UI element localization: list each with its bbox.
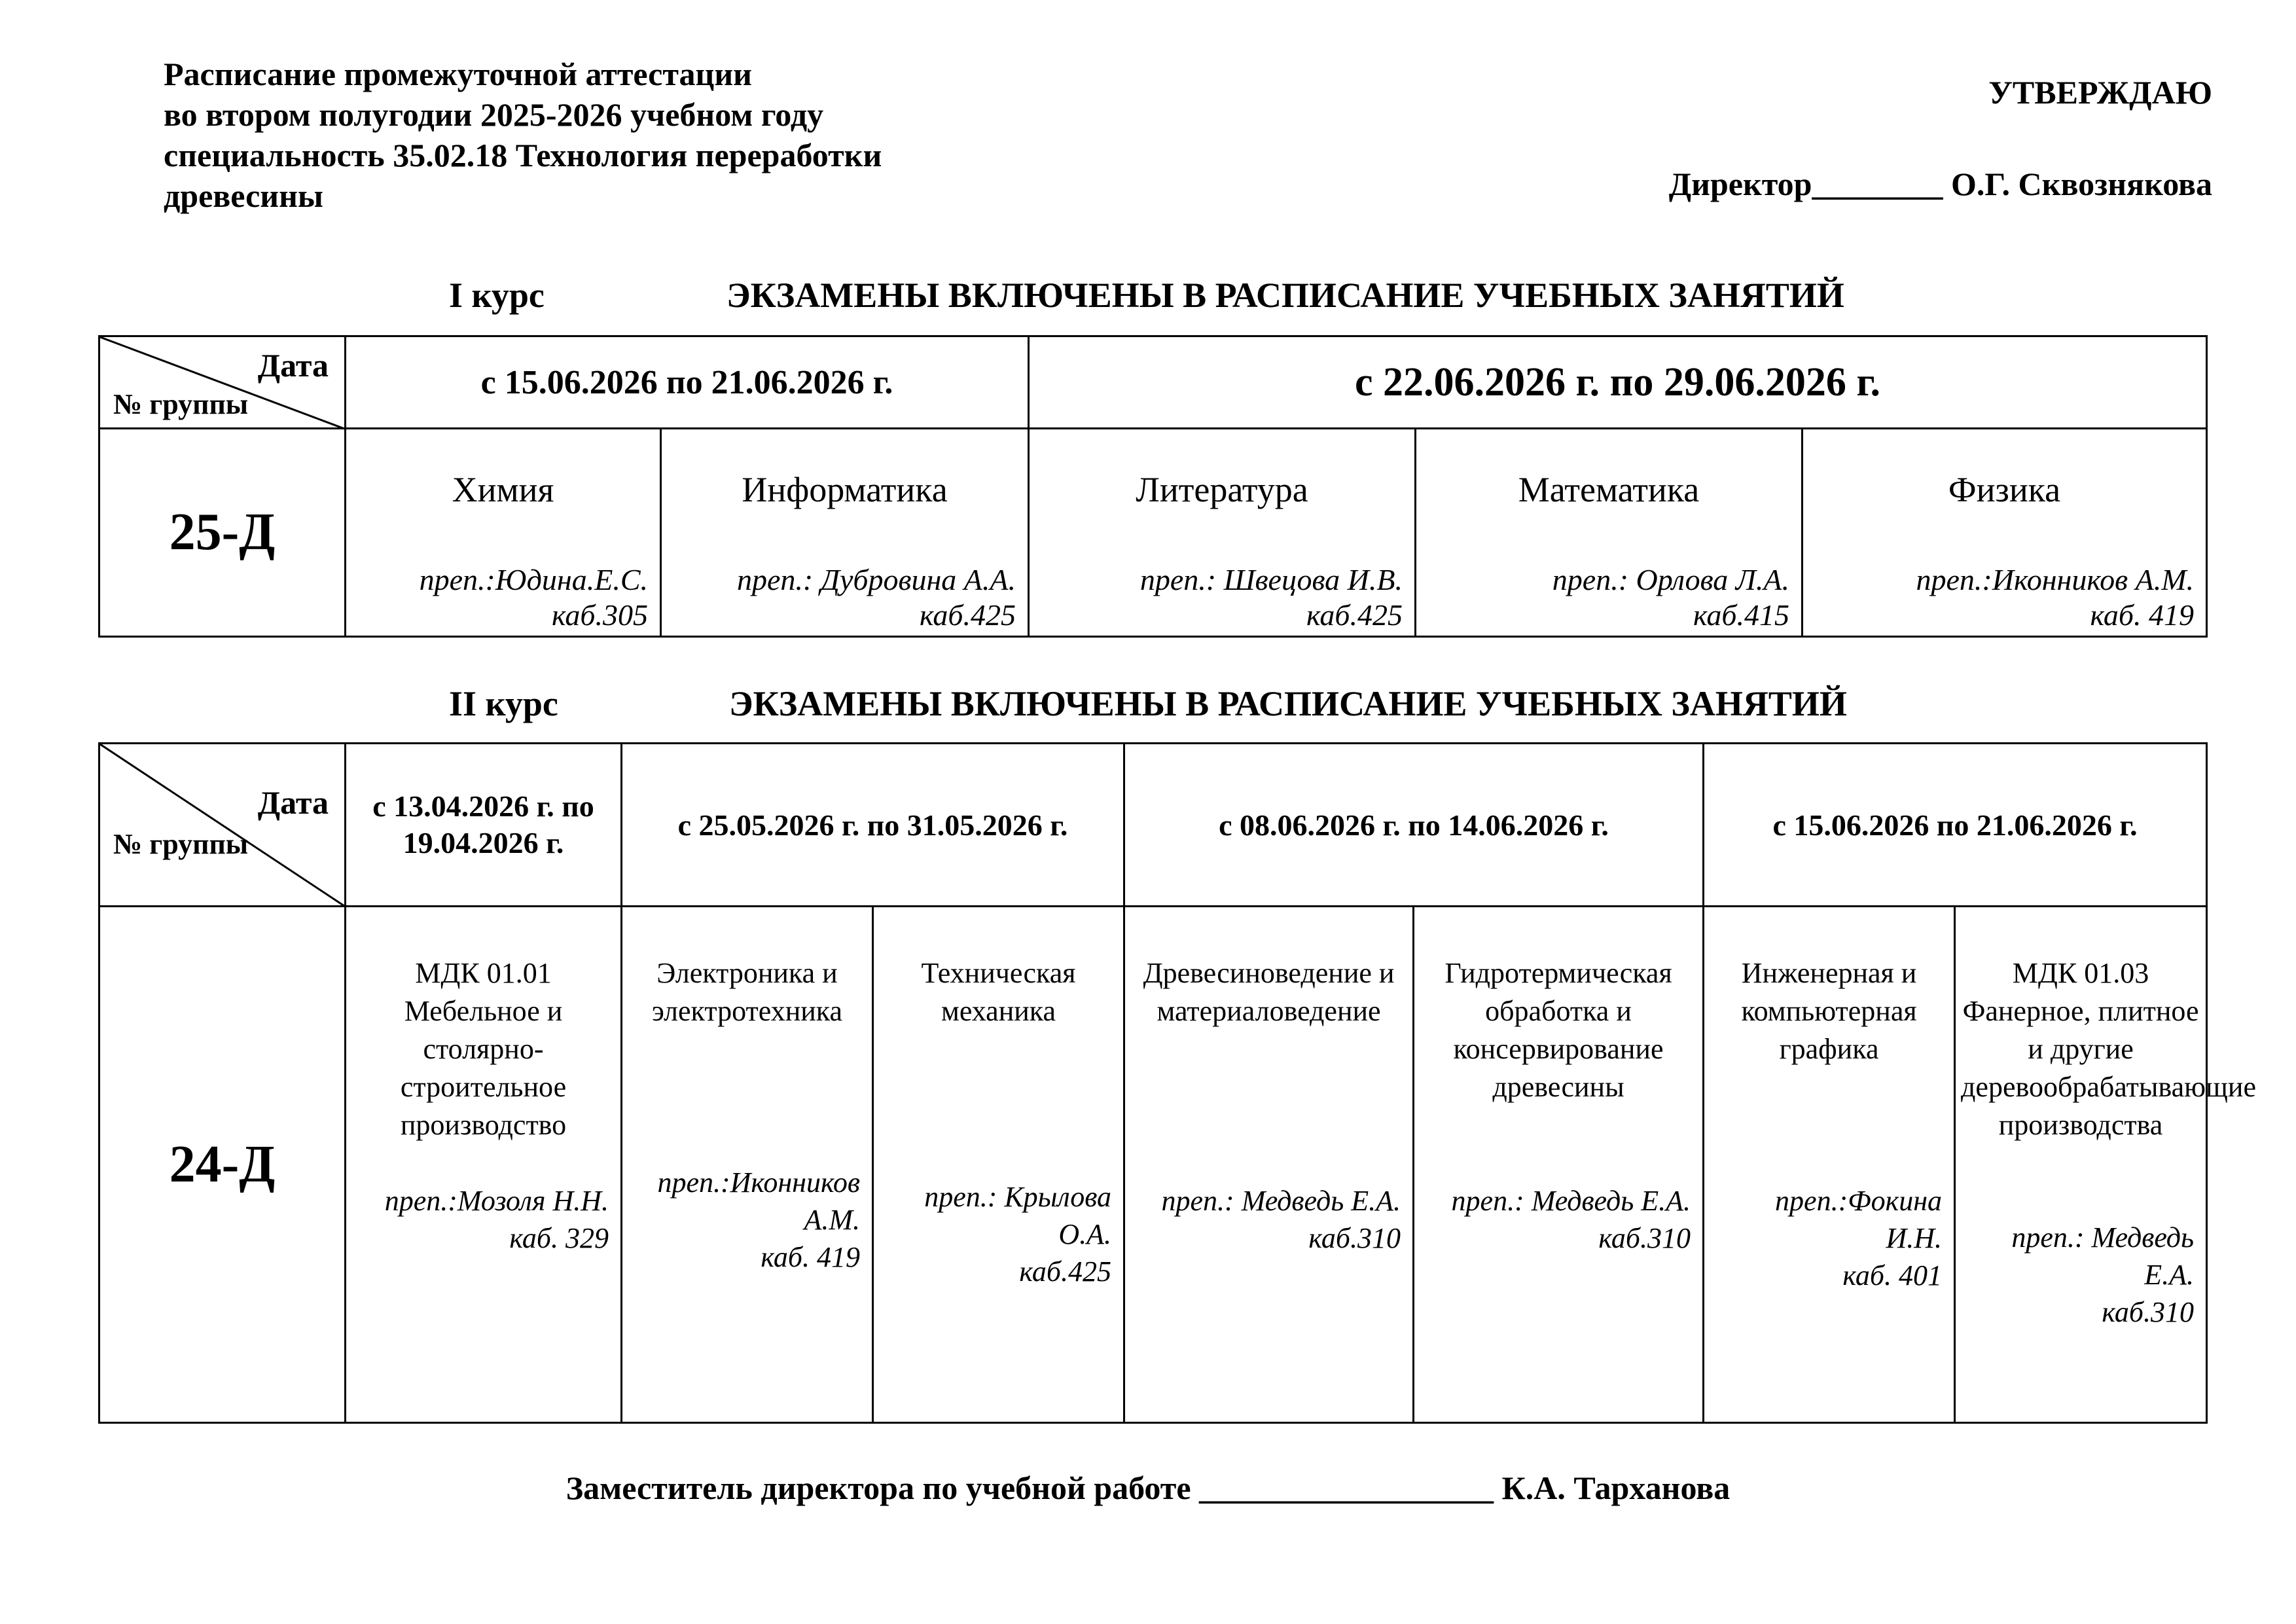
table-header-row (99, 744, 2207, 907)
corner-group-label: № группы (113, 388, 249, 420)
teacher-name: преп.: Дубровина А.А. (736, 563, 1016, 596)
room-number: каб.415 (1693, 598, 1790, 632)
room-number: каб. 329 (509, 1222, 609, 1254)
subject-name: МДК 01.03 Фанерное, плитное и другие деревообрабатывающие производства (1961, 957, 2256, 1141)
room-number: каб.310 (1308, 1222, 1401, 1254)
subject-name: Электроника и электротехника (651, 957, 843, 1027)
subject-cell (1416, 429, 1803, 637)
table-header-row (99, 336, 2207, 429)
corner-date-label: Дата (257, 347, 329, 384)
subject-name: Литература (1136, 470, 1308, 509)
period-cell: с 15.06.2026 по 21.06.2026 г. (346, 336, 1029, 429)
period-cell: с 22.06.2026 г. по 29.06.2026 г. (1029, 336, 2207, 429)
teacher-name: преп.:Иконников А.М. (657, 1166, 860, 1236)
room-number: каб.310 (2102, 1296, 2195, 1328)
room-number: каб.305 (551, 598, 648, 632)
course1-schedule-table (98, 335, 2208, 638)
course1-label: I курс (449, 276, 545, 315)
subject-info (1140, 562, 1403, 633)
course1-exam-note: ЭКЗАМЕНЫ ВКЛЮЧЕНЫ В РАСПИСАНИЕ УЧЕБНЫХ ЗАНЯТИЙ (726, 276, 1844, 315)
subject-cell (1704, 907, 1955, 1423)
period-cell: с 13.04.2026 г. по 19.04.2026 г. (346, 744, 622, 907)
subject-name: Информатика (742, 470, 948, 509)
subject-cell (661, 429, 1029, 637)
subject-info (1136, 1182, 1401, 1257)
subject-info (882, 1178, 1111, 1290)
corner-cell (99, 744, 346, 907)
room-number: каб.425 (920, 598, 1016, 632)
period-cell: с 25.05.2026 г. по 31.05.2026 г. (622, 744, 1124, 907)
room-number: каб.310 (1598, 1222, 1691, 1254)
subject-name: Техническая механика (921, 957, 1076, 1027)
course2-label: II курс (449, 684, 558, 723)
subject-cell (1029, 429, 1416, 637)
subject-cell (1803, 429, 2207, 637)
teacher-name: преп.:Юдина.Е.С. (419, 563, 648, 596)
approval-stamp: УТВЕРЖДАЮ (1988, 74, 2212, 111)
group-number: 25-Д (99, 429, 346, 637)
title-line: во втором полугодии 2025-2026 учебном году (164, 96, 824, 133)
subject-name: Инженерная и компьютерная графика (1741, 957, 1917, 1065)
subject-name: Гидротермическая обработка и консервирование древесины (1444, 957, 1672, 1103)
subject-info (630, 1164, 860, 1276)
room-number: каб. 419 (2090, 598, 2195, 632)
teacher-name: преп.: Крылова О.А. (924, 1181, 1112, 1250)
teacher-name: преп.: Медведь Е.А. (1161, 1185, 1401, 1217)
corner-cell (99, 336, 346, 429)
period-cell: с 08.06.2026 г. по 14.06.2026 г. (1124, 744, 1704, 907)
subject-name: МДК 01.01 Мебельное и столярно-строительное производство (400, 957, 567, 1141)
period-cell: с 15.06.2026 по 21.06.2026 г. (1704, 744, 2207, 907)
subject-info (1713, 1182, 1943, 1294)
subject-cell (1955, 907, 2256, 1423)
subject-name: Физика (1948, 470, 2061, 509)
subject-cell (1414, 907, 1704, 1423)
course2-schedule-table (98, 742, 2256, 1424)
subject-info (1426, 1182, 1691, 1257)
title-line: Расписание промежуточной аттестации (164, 56, 752, 92)
subject-info (420, 562, 648, 633)
room-number: каб.425 (1019, 1255, 1112, 1288)
deputy-director-signature: Заместитель директора по учебной работе __________________ К.А. Тарханова (565, 1470, 1731, 1506)
corner-group-label: № группы (113, 828, 249, 860)
subject-name: Древесиноведение и материаловедение (1143, 957, 1395, 1027)
diagonal-divider (100, 744, 346, 907)
room-number: каб.425 (1306, 598, 1403, 632)
subject-info (737, 562, 1016, 633)
subject-cell (622, 907, 873, 1423)
subject-cell (346, 429, 661, 637)
teacher-name: преп.:Мозоля Н.Н. (384, 1185, 609, 1217)
subject-info (1916, 562, 2195, 633)
subject-cell (873, 907, 1124, 1423)
corner-date-label: Дата (257, 784, 329, 821)
director-signature: Директор________ О.Г. Сквознякова (1668, 166, 2212, 202)
teacher-name: преп.: Медведь Е.А. (1451, 1185, 1691, 1217)
title-line: древесины (164, 177, 323, 214)
group-row (99, 907, 2207, 1423)
title-line: специальность 35.02.18 Технология переработки (164, 137, 882, 173)
teacher-name: преп.: Швецова И.В. (1139, 563, 1403, 596)
room-number: каб. 419 (761, 1241, 860, 1273)
course2-exam-note: ЭКЗАМЕНЫ ВКЛЮЧЕНЫ В РАСПИСАНИЕ УЧЕБНЫХ ЗАНЯТИЙ (729, 684, 1847, 723)
group-row (99, 429, 2207, 637)
subject-info (1964, 1219, 2194, 1331)
subject-info (357, 1182, 609, 1257)
subject-cell (1124, 907, 1414, 1423)
teacher-name: преп.: Орлова Л.А. (1552, 563, 1790, 596)
group-number: 24-Д (99, 907, 346, 1423)
document-title (164, 54, 1047, 216)
subject-info (1552, 562, 1789, 633)
subject-name: Математика (1518, 470, 1700, 509)
teacher-name: преп.:Иконников А.М. (1916, 563, 2195, 596)
teacher-name: преп.: Медведь Е.А. (2011, 1221, 2195, 1291)
subject-cell (346, 907, 622, 1423)
subject-name: Химия (452, 470, 554, 509)
room-number: каб. 401 (1842, 1259, 1943, 1291)
teacher-name: преп.:Фокина И.Н. (1775, 1185, 1943, 1254)
